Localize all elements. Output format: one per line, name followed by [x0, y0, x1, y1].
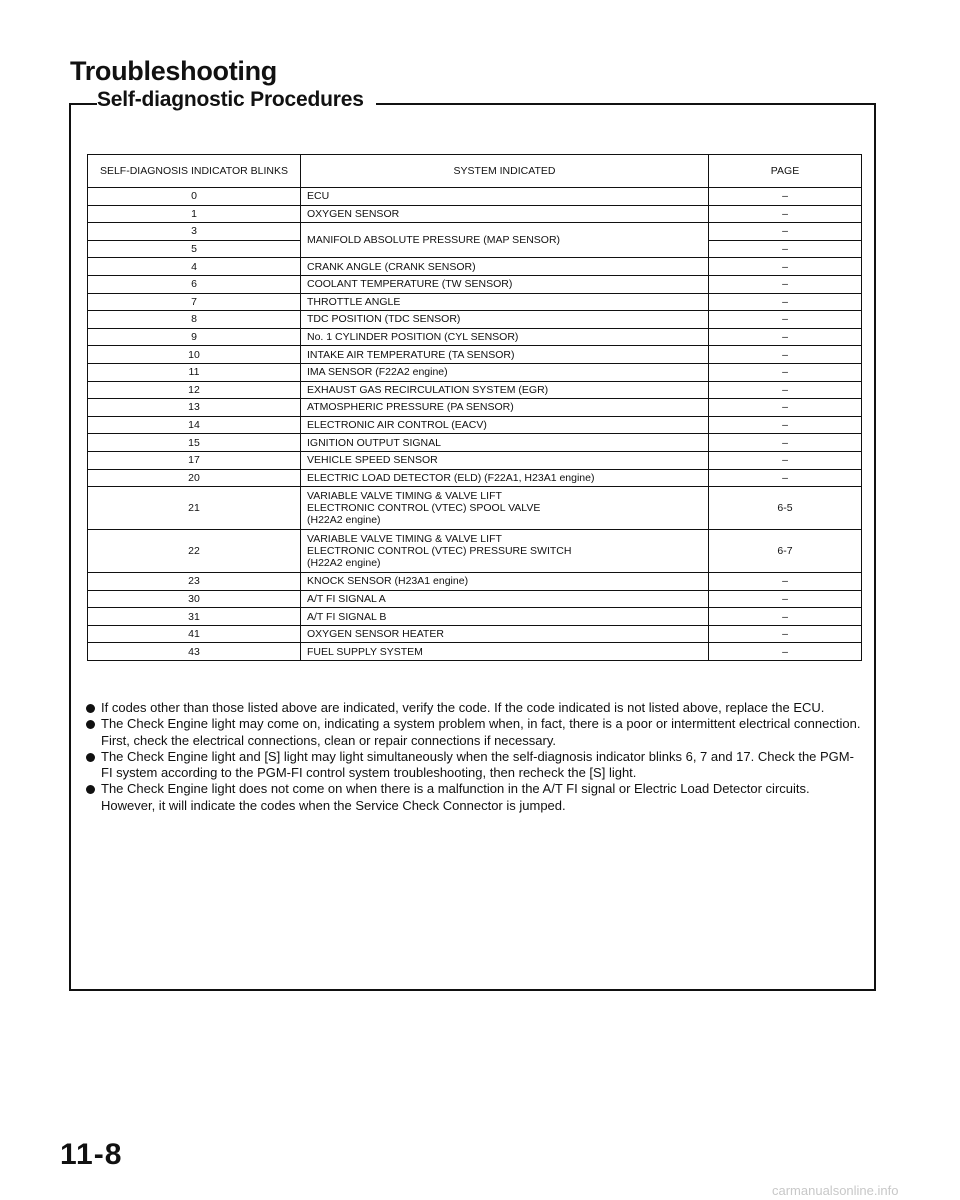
table-row	[88, 311, 862, 329]
system-indicated	[301, 530, 709, 573]
system-indicated: VEHICLE SPEED SENSOR	[301, 451, 709, 469]
blink-count: 9	[88, 328, 301, 346]
table-row	[88, 530, 862, 573]
table-row	[88, 643, 862, 661]
watermark: carmanualsonline.info	[772, 1183, 899, 1198]
table-row	[88, 293, 862, 311]
column-header-system: SYSTEM INDICATED	[301, 155, 709, 188]
blink-count: 20	[88, 469, 301, 487]
bullet-icon	[86, 704, 95, 713]
table-row	[88, 363, 862, 381]
list-item	[84, 749, 864, 782]
blink-count: 5	[88, 240, 301, 258]
system-indicated: CRANK ANGLE (CRANK SENSOR)	[301, 258, 709, 276]
note-text: The Check Engine light and [S] light may light simultaneously when the self-diagnosis indicator blinks 6, 7 and 17. Check the PGM-FI system according to the PGM-FI control system troubleshooting, then recheck the [S] light.	[101, 748, 854, 781]
notes-list	[84, 700, 864, 814]
column-header-blinks: SELF-DIAGNOSIS INDICATOR BLINKS	[88, 155, 301, 188]
system-indicated: OXYGEN SENSOR	[301, 205, 709, 223]
page-ref: –	[709, 258, 862, 276]
blink-count: 3	[88, 223, 301, 241]
system-indicated: ECU	[301, 188, 709, 206]
blink-count: 10	[88, 346, 301, 364]
table-row	[88, 188, 862, 206]
blink-count: 11	[88, 363, 301, 381]
blink-count: 14	[88, 416, 301, 434]
page-number: 11-8	[60, 1138, 123, 1171]
list-item	[84, 781, 864, 814]
page-ref: –	[709, 275, 862, 293]
table-row	[88, 346, 862, 364]
note-text: The Check Engine light may come on, indicating a system problem when, in fact, there is a poor or intermittent electrical connection. First, check the electrical connections, clean or repair connections if necessary.	[101, 716, 861, 748]
blink-count: 6	[88, 275, 301, 293]
page-ref: 6-7	[709, 530, 862, 573]
page-ref: –	[709, 590, 862, 608]
system-indicated: ELECTRONIC AIR CONTROL (EACV)	[301, 416, 709, 434]
page-ref: –	[709, 643, 862, 661]
page-ref: –	[709, 293, 862, 311]
list-item	[84, 716, 864, 749]
system-indicated: ATMOSPHERIC PRESSURE (PA SENSOR)	[301, 399, 709, 417]
table-row	[88, 451, 862, 469]
system-indicated: KNOCK SENSOR (H23A1 engine)	[301, 573, 709, 591]
system-indicated: FUEL SUPPLY SYSTEM	[301, 643, 709, 661]
page-ref: 6-5	[709, 487, 862, 530]
section-subtitle: Self-diagnostic Procedures	[97, 88, 376, 112]
bullet-icon	[86, 720, 95, 729]
blink-count: 0	[88, 188, 301, 206]
page-ref: –	[709, 205, 862, 223]
table-row	[88, 487, 862, 530]
table-row	[88, 469, 862, 487]
list-item	[84, 700, 864, 716]
table-row	[88, 328, 862, 346]
blink-count: 43	[88, 643, 301, 661]
system-line: VARIABLE VALVE TIMING & VALVE LIFT	[307, 490, 502, 503]
blink-count: 4	[88, 258, 301, 276]
system-indicated: INTAKE AIR TEMPERATURE (TA SENSOR)	[301, 346, 709, 364]
table-row	[88, 416, 862, 434]
blink-count: 8	[88, 311, 301, 329]
blink-count: 15	[88, 434, 301, 452]
system-line: ELECTRONIC CONTROL (VTEC) SPOOL VALVE	[307, 502, 541, 515]
table-row	[88, 608, 862, 626]
bullet-icon	[86, 753, 95, 762]
diagnosis-code-table	[87, 154, 862, 661]
table-row	[88, 205, 862, 223]
blink-count: 13	[88, 399, 301, 417]
bullet-icon	[86, 785, 95, 794]
blink-count: 31	[88, 608, 301, 626]
blink-count: 7	[88, 293, 301, 311]
page-ref: –	[709, 469, 862, 487]
table-row	[88, 573, 862, 591]
page-title: Troubleshooting	[70, 56, 277, 86]
system-line: (H22A2 engine)	[307, 557, 381, 570]
column-header-page: PAGE	[709, 155, 862, 188]
page-ref: –	[709, 573, 862, 591]
system-indicated: ELECTRIC LOAD DETECTOR (ELD) (F22A1, H23A1 engine)	[301, 469, 709, 487]
table-row	[88, 223, 862, 241]
page-ref: –	[709, 434, 862, 452]
table-row	[88, 258, 862, 276]
page-ref: –	[709, 223, 862, 241]
system-indicated: No. 1 CYLINDER POSITION (CYL SENSOR)	[301, 328, 709, 346]
blink-count: 23	[88, 573, 301, 591]
table-row	[88, 590, 862, 608]
table-row	[88, 275, 862, 293]
system-indicated: A/T FI SIGNAL A	[301, 590, 709, 608]
blink-count: 21	[88, 487, 301, 530]
table-body	[88, 188, 862, 661]
system-indicated: MANIFOLD ABSOLUTE PRESSURE (MAP SENSOR)	[301, 223, 709, 258]
page-ref: –	[709, 363, 862, 381]
page-ref: –	[709, 399, 862, 417]
table-row	[88, 625, 862, 643]
system-line: ELECTRONIC CONTROL (VTEC) PRESSURE SWITCH	[307, 545, 572, 558]
system-line: VARIABLE VALVE TIMING & VALVE LIFT	[307, 533, 502, 546]
page-ref: –	[709, 625, 862, 643]
system-indicated: TDC POSITION (TDC SENSOR)	[301, 311, 709, 329]
blink-count: 12	[88, 381, 301, 399]
page-ref: –	[709, 381, 862, 399]
page-ref: –	[709, 240, 862, 258]
system-line: (H22A2 engine)	[307, 514, 381, 527]
page-ref: –	[709, 608, 862, 626]
system-indicated: A/T FI SIGNAL B	[301, 608, 709, 626]
system-indicated: EXHAUST GAS RECIRCULATION SYSTEM (EGR)	[301, 381, 709, 399]
table-row	[88, 434, 862, 452]
system-indicated: IMA SENSOR (F22A2 engine)	[301, 363, 709, 381]
system-indicated: IGNITION OUTPUT SIGNAL	[301, 434, 709, 452]
blink-count: 30	[88, 590, 301, 608]
page-ref: –	[709, 311, 862, 329]
system-indicated: OXYGEN SENSOR HEATER	[301, 625, 709, 643]
page-ref: –	[709, 328, 862, 346]
note-text: If codes other than those listed above are indicated, verify the code. If the code indicated is not listed above, replace the ECU.	[101, 700, 825, 715]
system-indicated	[301, 487, 709, 530]
table-row	[88, 381, 862, 399]
page-ref: –	[709, 188, 862, 206]
system-indicated: THROTTLE ANGLE	[301, 293, 709, 311]
blink-count: 41	[88, 625, 301, 643]
page-ref: –	[709, 416, 862, 434]
blink-count: 22	[88, 530, 301, 573]
system-indicated: COOLANT TEMPERATURE (TW SENSOR)	[301, 275, 709, 293]
note-text: The Check Engine light does not come on when there is a malfunction in the A/T FI signal or Electric Load Detector circuits. However, it will indicate the codes when the Service Check Connector is jumped.	[101, 781, 810, 813]
blink-count: 1	[88, 205, 301, 223]
page-ref: –	[709, 451, 862, 469]
table-row	[88, 399, 862, 417]
blink-count: 17	[88, 451, 301, 469]
page-ref: –	[709, 346, 862, 364]
